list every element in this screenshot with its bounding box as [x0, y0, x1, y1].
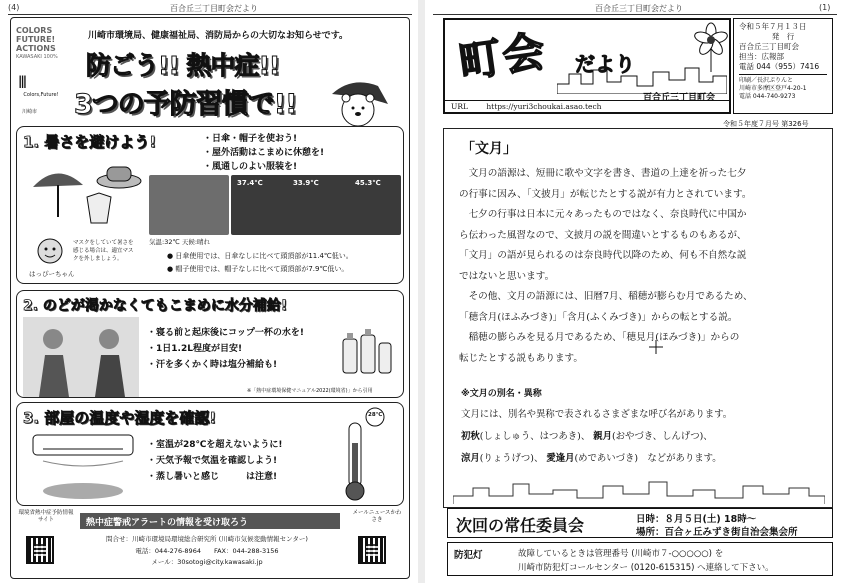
info-printer: 印刷／長沢ぷりんと [739, 77, 794, 84]
hero-subtitle: 川崎市環境局、健康福祉局、消防局からの大切なお知らせです。 [88, 31, 349, 41]
meeting-title: 次回の常任委員会 [456, 516, 585, 535]
crime-light-box [447, 542, 833, 576]
info-publisher: 百合丘三丁目町会 [739, 42, 799, 51]
lily-flower-icon [691, 22, 731, 72]
temp-label: 45.3℃ [355, 179, 381, 187]
photo-visible [149, 175, 229, 235]
crime-light-line: 故障しているときは管理番号 (川崎市７-○○○○○) を [518, 549, 724, 559]
masthead-url [445, 100, 729, 112]
umbrella-hat-clothes-icon [27, 157, 147, 227]
mascot-icon [33, 235, 67, 267]
qr-code-icon [358, 536, 386, 564]
alias-reading: (りょうげつ)、 [479, 453, 544, 464]
header-rule [433, 14, 837, 15]
mascot-note: マスクをしていて暑さを感じる場合は、適宜マスクを外しましょう。 [73, 240, 134, 262]
section3-bullet: ・室温が28℃を超えないように! [147, 440, 283, 450]
url-link[interactable]: https://yuri3choukai.asao.tech [486, 102, 602, 111]
thermometer-icon [335, 407, 395, 503]
logo-line: COLORS [16, 26, 53, 35]
page-gutter [418, 0, 425, 583]
photo-note: ● 帽子使用では、帽子なしに比べて頭頂部が7.9℃低い。 [167, 265, 349, 273]
polar-bear-icon [328, 74, 392, 130]
info-issued: 発 行 [771, 32, 795, 41]
left-page [0, 0, 418, 583]
section1-bullet: ・屋外活動はこまめに休憩を! [203, 148, 325, 158]
section-hydration [16, 290, 404, 398]
photo-caption: 気温:32℃ 天候:晴れ [149, 238, 211, 246]
env-ministry-label: 環境省熱中症予防情報サイト [18, 510, 74, 523]
alert-band: 熱中症警戒アラートの情報を受け取ろう [80, 513, 340, 529]
crosshair-cursor-icon [649, 340, 663, 354]
running-header: 百合丘三丁目町会だより [170, 4, 258, 13]
water-bottles-icon [339, 325, 395, 375]
article-line: 「穂含月(ほふみづき)」「含月(ふくみづき)」からの転とする説。 [459, 311, 738, 323]
section2-bullet: ・寝る前と起床後にコップ一杯の水を! [147, 328, 304, 338]
article-line: ら伝わった風習なので、文披月の説を間違いとするものもあるが、 [459, 229, 747, 241]
running-header: 百合丘三丁目町会だより [595, 4, 683, 13]
alias-reading: (めであいづき) などがあります。 [574, 453, 722, 464]
alias-name: 涼月 [461, 453, 480, 464]
colors-future-logo [16, 26, 68, 62]
article-line: ではないと思います。 [459, 270, 555, 282]
article-line: 七夕の行事は日本に元々あったものではなく、奈良時代に中国か [459, 209, 747, 220]
publication-info [733, 18, 833, 114]
section1-bullet: ・日傘・帽子を使おう! [203, 134, 298, 144]
logo-city: 川崎市 [22, 109, 38, 115]
logo-small: KAWASAKI 100% [16, 54, 58, 60]
mail-news-label: メールニュースかわさき [352, 510, 402, 523]
info-printer-phone: 電話 044-740-9273 [739, 93, 796, 100]
contact-line: 電話：044-276-8964 FAX：044-288-3156 [135, 547, 279, 555]
page-number: (4) [8, 3, 20, 12]
section3-heading: 3. 部屋の温度や湿度を確認! [23, 409, 217, 427]
article-line: 文月の語源は、短冊に歌や文字を書き、書道の上達を祈った七夕 [459, 168, 747, 179]
section1-heading: 1. 暑さを避けよう! [23, 133, 157, 151]
aliases-line [461, 428, 831, 442]
logo-line: ACTIONS [16, 44, 56, 53]
info-separator [739, 74, 827, 75]
section2-heading: 2. のどが渇かなくてもこまめに水分補給! [23, 298, 288, 314]
crime-light-line: 川崎市防犯灯コールセンター (0120-615315) へ連絡して下さい。 [518, 563, 774, 573]
right-page [425, 0, 843, 583]
url-label: URL [451, 102, 468, 111]
masthead-association: 百合丘三丁目町会 [643, 93, 716, 103]
section3-bullet: ・蒸し暑いと感じ は注意! [147, 472, 278, 482]
hero-title-line1: 防ごう!! 熱中症!! [86, 51, 280, 80]
info-printer-address: 川崎市多摩区登戸4-20-1 [739, 85, 807, 92]
masthead [443, 18, 731, 114]
issue-number: 令和５年度７月号 第326号 [723, 120, 809, 128]
air-conditioner-icon [23, 431, 143, 503]
contact-line: 問合せ：川崎市環境局環境総合研究所 (川崎市気候変動情報センター) [106, 535, 308, 543]
section3-bullet: ・天気予報で気温を確認しよう! [147, 456, 278, 466]
qr-code-icon [26, 536, 54, 564]
alias-name: 初秋 [461, 431, 480, 442]
town-skyline-icon [453, 480, 825, 504]
alias-name: 親月 [593, 431, 612, 442]
info-phone: 電話 044（955）7416 [739, 62, 820, 71]
photo-thermal [231, 175, 401, 235]
logo-label: Colors,Future! [23, 92, 59, 98]
temp-label: 37.4℃ [237, 179, 263, 187]
crime-light-label: 防犯灯 [454, 550, 483, 561]
masthead-title: 町会 [455, 26, 550, 88]
contact-line: メール：30sotogi@city.kawasaki.jp [151, 558, 263, 566]
header-rule [8, 14, 412, 15]
article-line: 稲穂の膨らみを見る月であるため、「穂見月(ほみづき)」からの [459, 332, 740, 343]
article-heading: 「文月」 [461, 141, 517, 157]
aliases-heading: ※文月の別名・異称 [461, 389, 542, 399]
alias-reading: (しょしゅう、はつあき)、 [479, 431, 591, 442]
article-line: 転じたとする説もあります。 [459, 352, 583, 364]
alias-reading: (おやづき、しんげつ)、 [611, 431, 713, 442]
section2-bullet: ・1日1.2L程度が目安! [147, 344, 243, 354]
mascot-name: はっぴーちゃん [29, 270, 75, 278]
aliases-intro: 文月には、別名や異称で表されるさまざまな呼び名があります。 [461, 409, 733, 420]
section-avoid-heat [16, 126, 404, 284]
page-number: (1) [819, 3, 831, 12]
section1-bullet: ・風通しのよい服装を! [203, 162, 298, 172]
logo-line: FUTURE! [16, 35, 56, 44]
next-meeting-box [447, 508, 833, 538]
section2-source: ※「熱中症環境保健マニュアル2022(環境省)」から引用 [247, 388, 373, 394]
drinking-people-icon [23, 317, 139, 397]
photo-note: ● 日傘使用では、日傘なしに比べて頭頂部が11.4℃低い。 [167, 252, 353, 260]
alias-name: 愛逢月 [546, 453, 575, 464]
section2-bullet: ・汗を多くかく時は塩分補給も! [147, 360, 278, 370]
temp-label: 33.9℃ [293, 179, 319, 187]
info-staff: 担当：広報部 [739, 52, 784, 61]
meeting-place: 場所：百合ヶ丘みずき街自治会集会所 [636, 527, 798, 538]
article-line: 「文月」の語が見られるのは奈良時代以降のため、何も不自然な説 [459, 250, 747, 261]
section-room-temp [16, 402, 404, 506]
hero-title-line2: 3つの予防習慣で!! [74, 89, 297, 120]
thermometer-label: 28℃ [368, 412, 383, 418]
article-line: の行事に因み、「文披月」が転じたとする説が有力とされています。 [459, 188, 752, 200]
info-date: 令和５年７月１３日 [739, 22, 807, 31]
aliases-line [461, 450, 831, 464]
masthead-suffix: だより [575, 52, 635, 76]
meeting-date: 日時：８月５日(土) 18時～ [636, 514, 757, 525]
logo-bars-icon: ||| [18, 74, 26, 88]
article-line: その他、文月の語源には、旧暦7月、稲穂が膨らむ月であるため、 [459, 291, 753, 302]
